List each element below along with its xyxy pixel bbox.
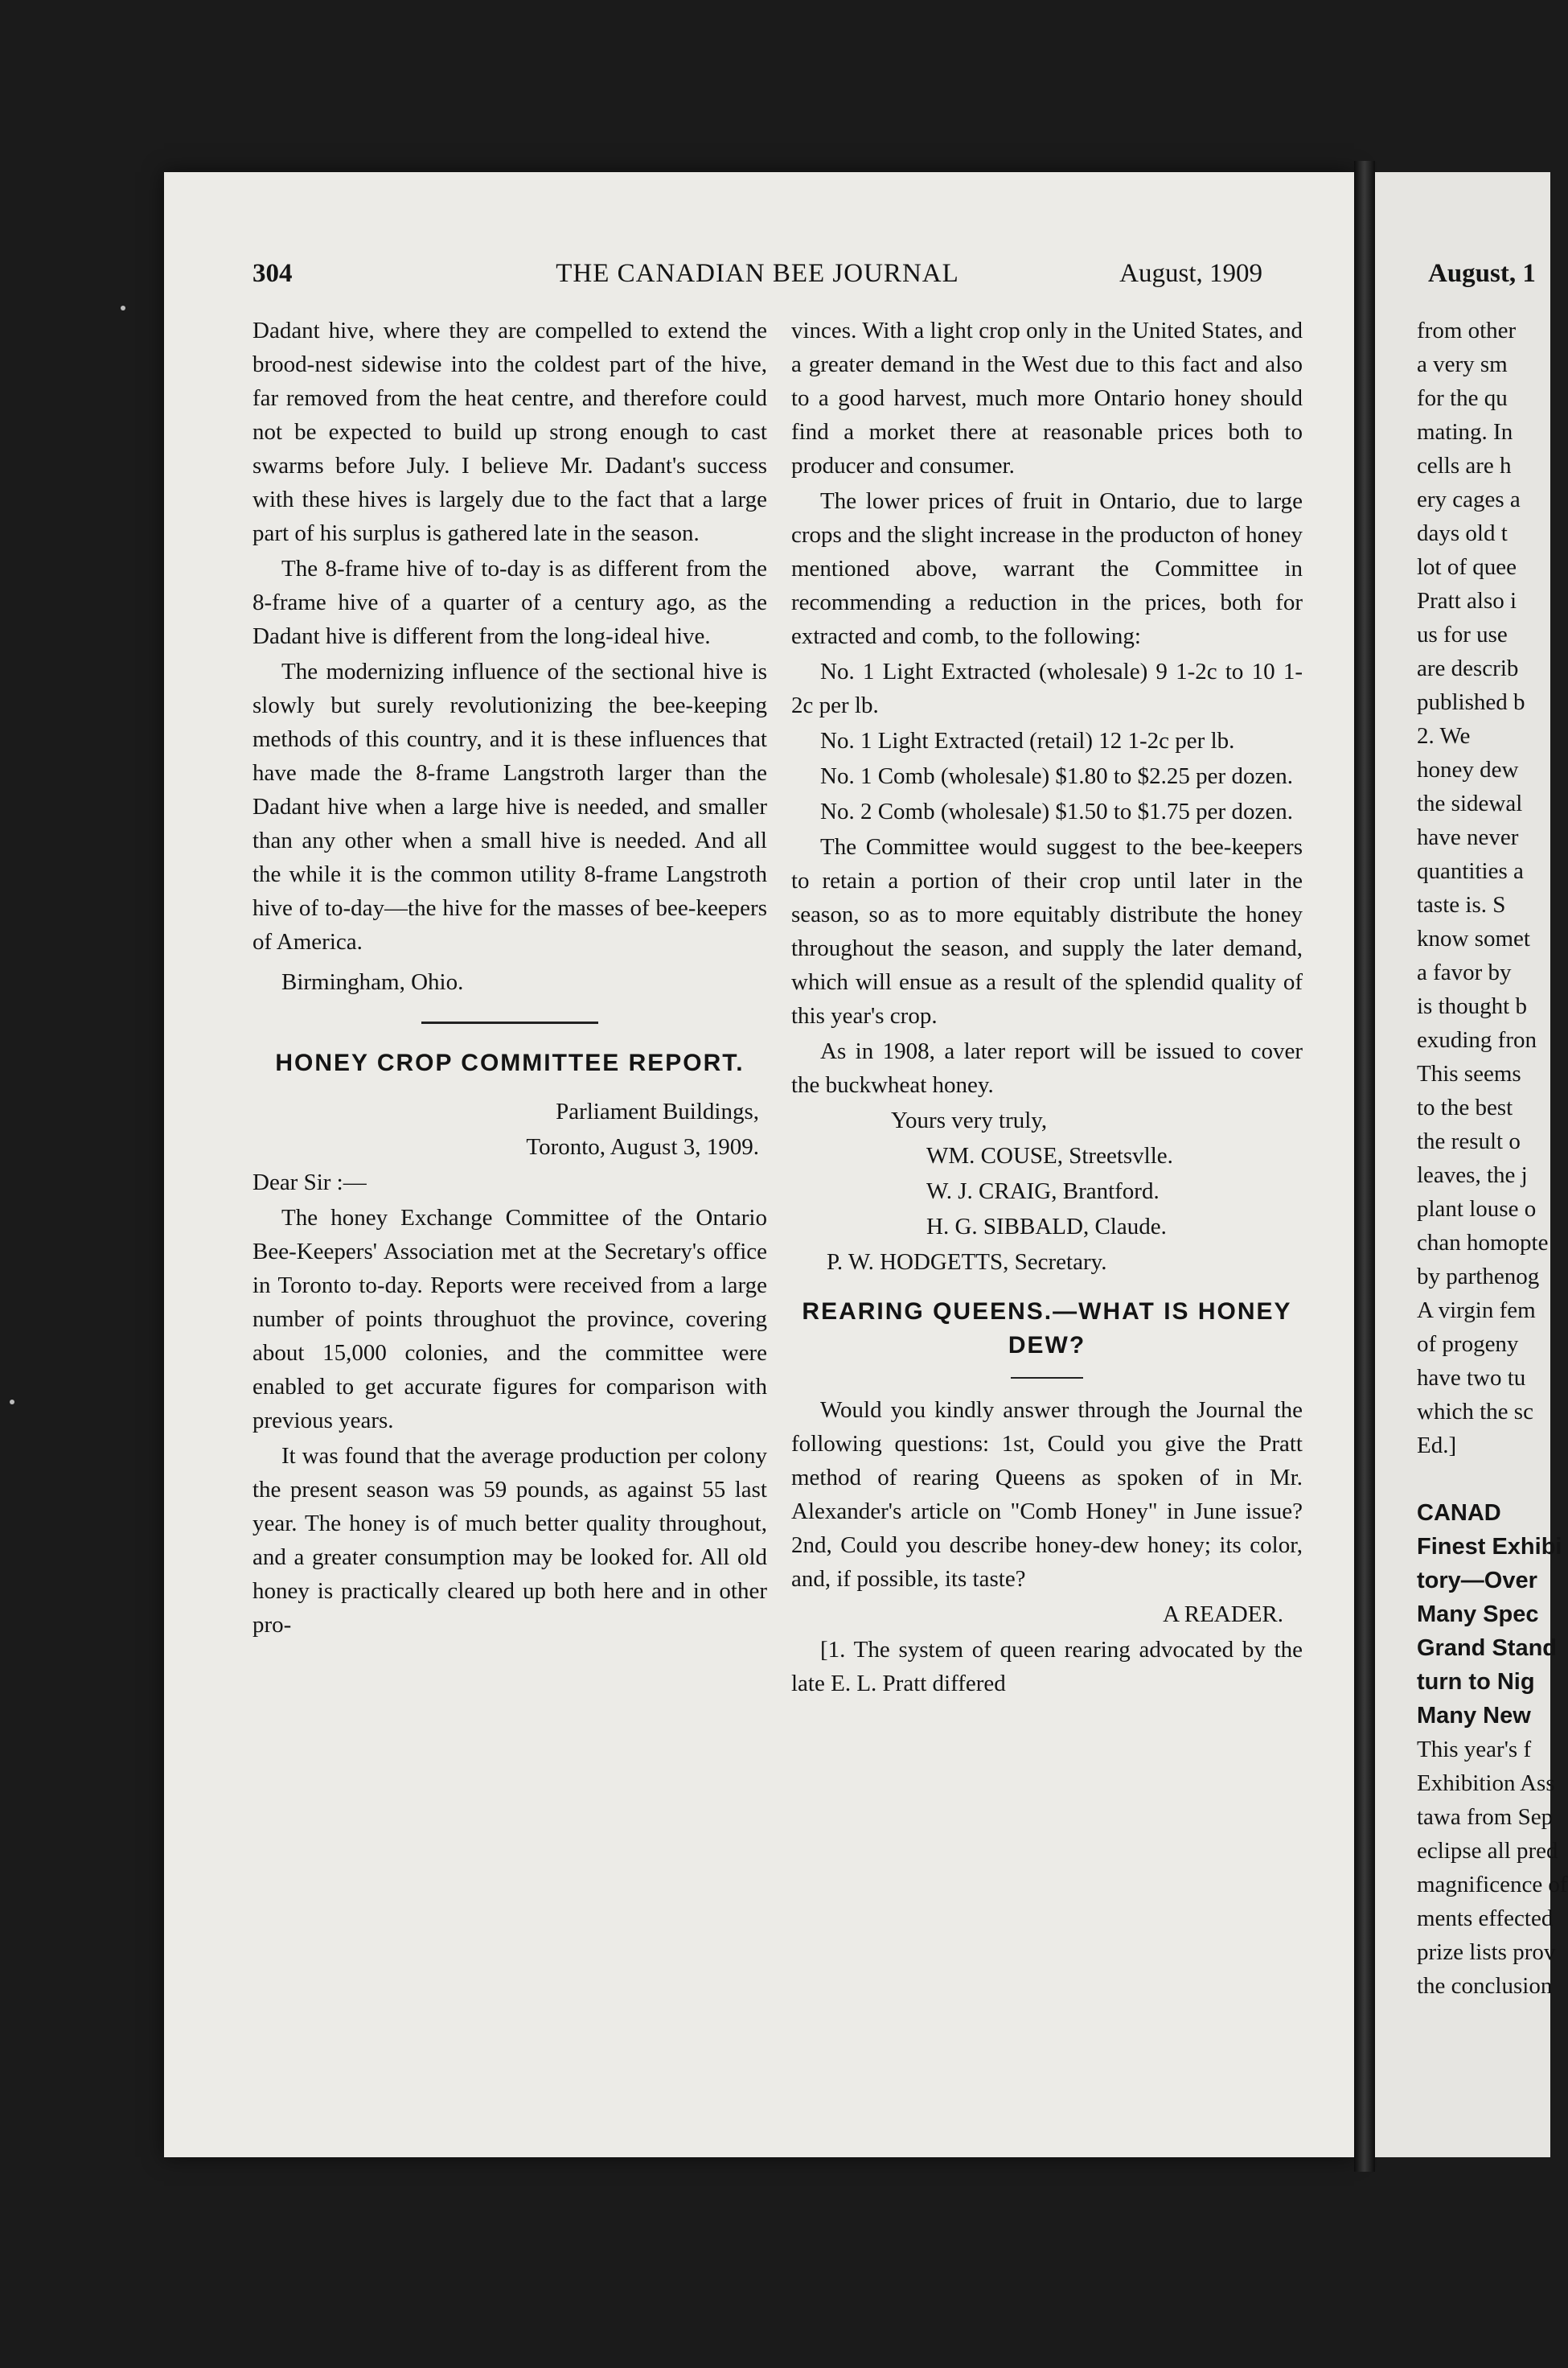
- page-number: 304: [252, 259, 293, 288]
- right-page-line: to the best: [1417, 1095, 1513, 1120]
- right-page-line: have two tu: [1417, 1365, 1526, 1391]
- right-page-line: the conclusion: [1417, 1973, 1553, 1999]
- paragraph: The modernizing influence of the sectional hive is slowly but surely revolutionizing the bee-keeping methods of this country, and it is these influences that have made the 8-frame Langstroth larger than the Dadant hive when a large hive is needed, and smaller than any other when a small hive is needed. And all the while it is the common utility 8-frame Langstroth hive of to-day—the hive for the masses of bee-keepers of America.: [252, 659, 767, 955]
- right-page-line: by parthenog: [1417, 1264, 1540, 1289]
- right-page-line: of progeny: [1417, 1331, 1519, 1357]
- right-page-line: tawa from Sep: [1417, 1804, 1554, 1830]
- report-heading: HONEY CROP COMMITTEE REPORT.: [275, 1050, 745, 1076]
- right-page-line: lot of quee: [1417, 554, 1517, 580]
- right-page-line: 2. We: [1417, 723, 1471, 749]
- right-page-line: eclipse all pred: [1417, 1838, 1558, 1864]
- right-page-text: [1417, 314, 1568, 2003]
- dust-speck: [10, 1400, 14, 1404]
- right-page-line: cells are h: [1417, 453, 1512, 479]
- signature: W. J. CRAIG, Brantford.: [926, 1178, 1160, 1204]
- right-page-line: Grand Stand: [1417, 1635, 1558, 1661]
- right-page-header: August, 1: [1428, 259, 1536, 288]
- paragraph: The Committee would suggest to the bee-keepers to retain a portion of their crop until later in the season, so as to more equitably distribute the honey throughout the season, and supply the later demand, which will ensue as a result of the splendid quality of this year's crop.: [791, 834, 1303, 1029]
- salutation: Dear Sir :—: [252, 1170, 367, 1195]
- paragraph: The lower prices of fruit in Ontario, due to large crops and the slight increase in the producton of honey mentioned above, warrant the Committee in recommending a reduction in the prices, both for extracted and comb, to the following:: [791, 488, 1303, 649]
- right-page-line: the sidewal: [1417, 791, 1523, 816]
- signature: H. G. SIBBALD, Claude.: [926, 1214, 1167, 1240]
- letter-closing: Yours very truly,: [891, 1108, 1048, 1133]
- right-page-line: Ed.]: [1417, 1433, 1457, 1458]
- section-divider: [421, 1022, 598, 1024]
- reader-signature: A READER.: [1163, 1601, 1283, 1627]
- middle-column: [791, 314, 1303, 1702]
- paragraph: [1. The system of queen rearing advocated by the late E. L. Pratt differed: [791, 1637, 1303, 1696]
- paragraph: vinces. With a light crop only in the United States, and a greater demand in the West due to this fact and also to a good harvest, much more Ontario honey should find a morket there at reasonable prices both to producer and consumer.: [791, 318, 1303, 479]
- paragraph: Would you kindly answer through the Journal the following questions: 1st, Could you give the Pratt method of rearing Queens as spoken of in Mr. Alexander's article on "Comb Honey" in June issue? 2nd, Could you describe honey-dew honey; its color, and, if possible, its taste?: [791, 1397, 1303, 1592]
- left-column: [252, 314, 767, 1643]
- issue-date: August, 1909: [1119, 259, 1262, 288]
- price-item: No. 1 Light Extracted (wholesale) 9 1-2c to 10 1-2c per lb.: [791, 659, 1303, 718]
- right-page-line: for the qu: [1417, 385, 1508, 411]
- price-item: No. 1 Light Extracted (retail) 12 1-2c per lb.: [820, 728, 1235, 754]
- right-page-line: Many Spec: [1417, 1601, 1539, 1627]
- paragraph: As in 1908, a later report will be issued to cover the buckwheat honey.: [791, 1038, 1303, 1098]
- right-page-line: published b: [1417, 689, 1525, 715]
- right-page-line: honey dew: [1417, 757, 1519, 783]
- right-page-line: [1417, 1462, 1568, 1496]
- right-page-line: Finest Exhibi: [1417, 1534, 1562, 1560]
- right-page-line: exuding fron: [1417, 1027, 1537, 1053]
- right-page-line: the result o: [1417, 1128, 1521, 1154]
- right-page-line: from other: [1417, 318, 1517, 343]
- right-page-line: Many New: [1417, 1703, 1531, 1729]
- signature: WM. COUSE, Streetsvlle.: [926, 1143, 1173, 1169]
- book-spine: [1354, 161, 1375, 2172]
- paragraph: Dadant hive, where they are compelled to extend the brood-nest sidewise into the coldest part of the hive, far removed from the heat centre, and therefore could not be expected to build up strong enough to cast swarms before July. I believe Mr. Dadant's success with these hives is largely due to the fact that a large part of his surplus is gathered late in the season.: [252, 318, 767, 546]
- price-item: No. 1 Comb (wholesale) $1.80 to $2.25 per dozen.: [820, 763, 1293, 789]
- address-line: Parliament Buildings,: [556, 1099, 759, 1124]
- right-page-line: quantities a: [1417, 858, 1524, 884]
- right-page-line: Exhibition Ass: [1417, 1770, 1555, 1796]
- right-page-line: CANAD: [1417, 1500, 1501, 1526]
- right-page-line: ments effected: [1417, 1906, 1554, 1931]
- right-page-line: chan homopte: [1417, 1230, 1549, 1256]
- heading-rule: [1011, 1377, 1083, 1379]
- paragraph: The 8-frame hive of to-day is as different from the 8-frame hive of a quarter of a century ago, as the Dadant hive is different from the long-ideal hive.: [252, 556, 767, 649]
- journal-title: THE CANADIAN BEE JOURNAL: [556, 259, 959, 288]
- right-page-line: is thought b: [1417, 993, 1527, 1019]
- dust-speck: [121, 306, 125, 310]
- right-page-line: Pratt also i: [1417, 588, 1517, 614]
- page-header: [252, 249, 1262, 298]
- article-place: Birmingham, Ohio.: [281, 969, 464, 995]
- right-page-line: prize lists prov: [1417, 1939, 1556, 1965]
- right-page-line: are describ: [1417, 656, 1519, 681]
- right-page-line: plant louse o: [1417, 1196, 1537, 1222]
- paragraph: It was found that the average production per colony the present season was 59 pounds, as against 55 last year. The honey is of much better quality throughout, and a greater consumption may be looked for. All old honey is practically cleared up both here and in other pro-: [252, 1443, 767, 1638]
- right-page-line: know somet: [1417, 926, 1530, 952]
- signature: P. W. HODGETTS, Secretary.: [827, 1249, 1107, 1275]
- right-page-line: mating. In: [1417, 419, 1513, 445]
- queens-heading: REARING QUEENS.—WHAT IS HONEY DEW?: [802, 1298, 1292, 1359]
- right-page-line: magnificence of: [1417, 1872, 1568, 1897]
- right-page-line: a favor by: [1417, 960, 1512, 985]
- right-page-line: ery cages a: [1417, 487, 1521, 512]
- price-item: No. 2 Comb (wholesale) $1.50 to $1.75 per dozen.: [820, 799, 1293, 824]
- right-page-line: a very sm: [1417, 352, 1508, 377]
- address-line: Toronto, August 3, 1909.: [526, 1134, 759, 1160]
- right-page-line: turn to Nig: [1417, 1669, 1535, 1695]
- paragraph: The honey Exchange Committee of the Ontario Bee-Keepers' Association met at the Secretary's office in Toronto to-day. Reports were received from a large number of points throughuot the province, covering about 15,000 colonies, and the committee were enabled to get accurate figures for comparison with previous years.: [252, 1205, 767, 1433]
- journal-page-left: [164, 172, 1354, 2157]
- right-page-line: which the sc: [1417, 1399, 1533, 1424]
- journal-page-right: [1375, 172, 1568, 2157]
- right-page-line: taste is. S: [1417, 892, 1506, 918]
- right-page-line: This seems: [1417, 1061, 1521, 1087]
- right-page-line: days old t: [1417, 520, 1508, 546]
- right-page-line: us for use: [1417, 622, 1508, 648]
- right-page-line: A virgin fem: [1417, 1297, 1536, 1323]
- right-page-line: have never: [1417, 824, 1519, 850]
- right-page-line: tory—Over: [1417, 1568, 1537, 1593]
- right-page-line: leaves, the j: [1417, 1162, 1528, 1188]
- right-page-line: This year's f: [1417, 1737, 1532, 1762]
